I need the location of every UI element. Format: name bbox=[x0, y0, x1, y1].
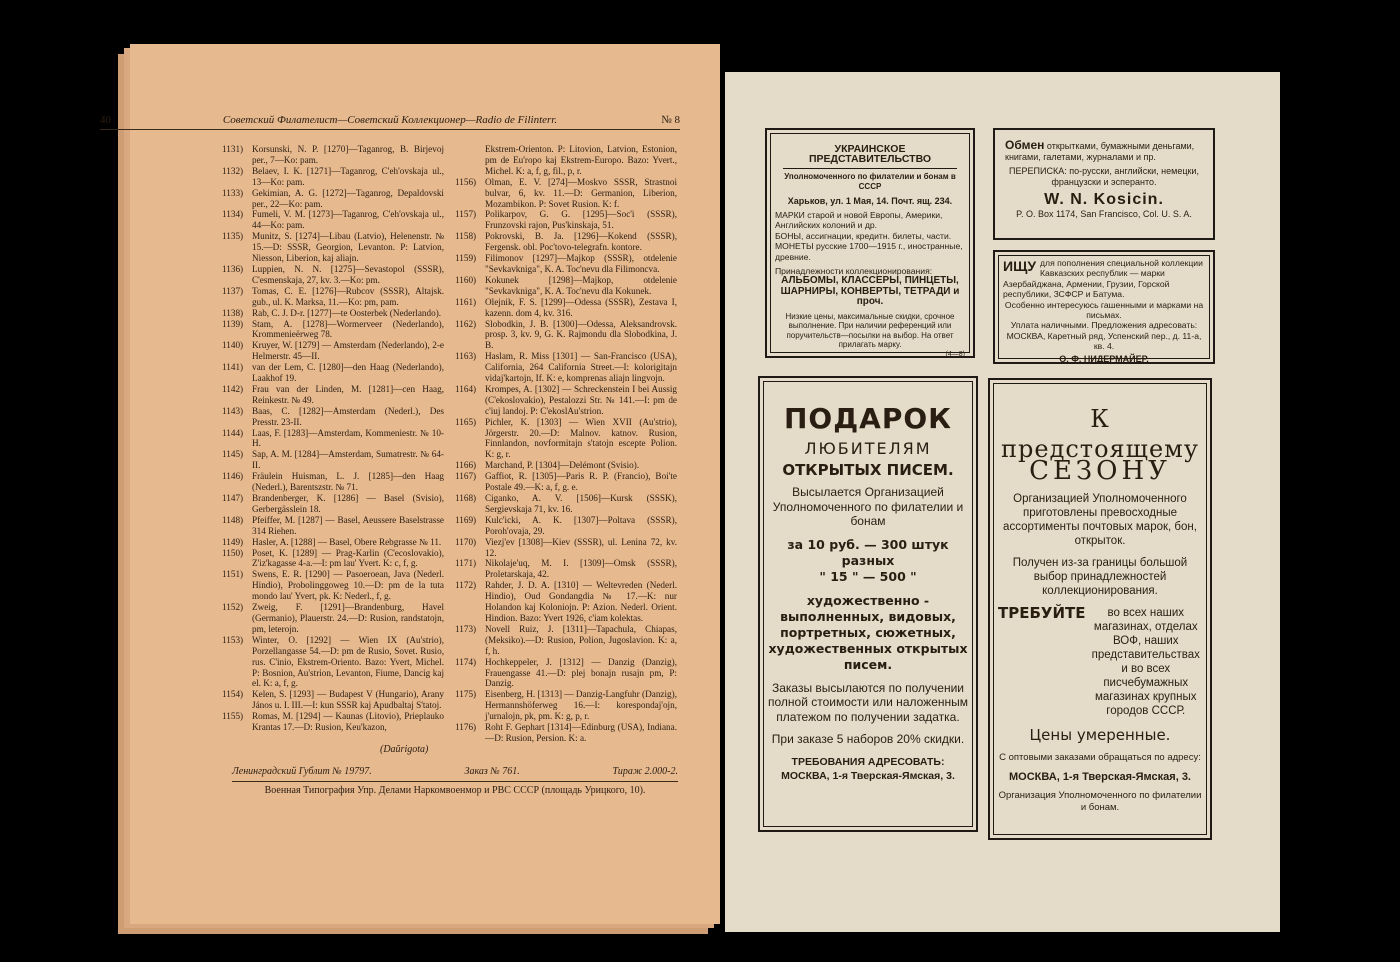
entry-text: Polikarpov, G. G. [1295]—Soc'i (SSSR), Frunzovski rajon, Pus'kinskaja, 51. bbox=[485, 209, 677, 231]
entry-number: 1147) bbox=[222, 493, 244, 503]
entry-number: 1143) bbox=[222, 405, 244, 416]
imprint bbox=[232, 766, 678, 796]
address-entry bbox=[222, 515, 444, 537]
entry-text: Kruyer, W. [1279] — Amsterdam (Nederlando), 2-e Helmerstr. 45—II. bbox=[252, 340, 444, 362]
entry-number: 1159) bbox=[455, 253, 477, 264]
entry-text: Zweig, F. [1291]—Brandenburg, Havel (Germanio), Plauerstr. 24.—D: Rusion, randstatojn, pm, leterojn. bbox=[252, 602, 444, 634]
entry-number: 1154) bbox=[222, 689, 244, 700]
entry-number: 1168) bbox=[455, 493, 477, 503]
address-entry bbox=[222, 711, 444, 733]
address-entry bbox=[455, 515, 677, 537]
entry-text: Stam, A. [1278]—Wormerveer (Nederlando), Krommenieërweg 78. bbox=[252, 318, 444, 340]
entry-text: Frau van der Linden, M. [1281]—cen Haag, Reinkestr. № 49. bbox=[252, 383, 444, 405]
address-entry bbox=[222, 166, 444, 188]
address-entry bbox=[222, 548, 444, 570]
ad-price-note: Цены умеренные. bbox=[1029, 726, 1171, 744]
entry-text: Brandenberger, K. [1286] — Basel (Svisio), Gerbergässlein 18. bbox=[252, 493, 444, 514]
entry-text: Laas, F. [1283]—Amsterdam, Kommeniestr. № 10-H. bbox=[252, 427, 444, 449]
ad-line: БОНЫ, ассигнации, кредитн. билеты, части. bbox=[775, 230, 952, 241]
entry-text: Swens, E. R. [1290] — Pasoeroean, Java (Nederl. Hindio), Probolinggoweg 10.—D: pm de la tuta mondo lau' Yvert, pk. K: Nederl., f, g. bbox=[252, 569, 444, 602]
entry-text: Munitz, S. [1274]—Libau (Latvio), Helenenstr. № 15.—D: SSSR, Georgion, Levanton. P: Latvion, Niesson, Liberion, kaj aliajn. bbox=[252, 231, 444, 264]
entry-text: Pichler, K. [1303] — Wien XVII (Au'strio), Jörgerstr. 20.—D: Malnov. katnov. Rusion, Finnlandon, novformitajn s'tatojn escepte Polion. K: g, r. bbox=[485, 416, 677, 460]
issue-number: № 8 bbox=[661, 114, 680, 126]
entry-text: Kokunek [1298]—Majkop, otdelenie "Sevkavkniga", K. A. Toc'nevu dla Kokunek. bbox=[485, 274, 677, 296]
address-entry bbox=[455, 689, 677, 722]
running-header bbox=[100, 114, 680, 130]
address-entry bbox=[455, 231, 677, 253]
entry-number: 1136) bbox=[222, 263, 244, 274]
ad-text: художественно - выполненных, видовых, портретных, сюжетных, художественных открытых писем. bbox=[768, 592, 968, 672]
address-entry bbox=[455, 580, 677, 624]
entry-number: 1138) bbox=[222, 307, 244, 318]
ad-line: МАРКИ старой и новой Европы, Америки, Английских колоний и др. bbox=[775, 210, 943, 231]
entry-number: 1166) bbox=[455, 460, 477, 471]
entry-number: 1155) bbox=[222, 711, 244, 722]
address-entry bbox=[222, 188, 444, 210]
entry-number: 1132) bbox=[222, 165, 244, 176]
ad-name: О. Ф. НИДЕРМАЙЕР. bbox=[1059, 353, 1149, 364]
entry-text: Slobodkin, J. B. [1300]—Odessa, Aleksandrovsk. prosp. 3, kv. 9, G. K. Rajmondu dla Slobodkina, J. B. bbox=[485, 318, 677, 351]
address-entry bbox=[455, 209, 677, 231]
address-entry bbox=[455, 384, 677, 417]
entry-text: Belaev, I. K. [1271]—Taganrog, C'eh'ovskaja ul., 13—Ko: pam. bbox=[252, 165, 444, 187]
address-entry bbox=[222, 362, 444, 384]
ad-address: МОСКВА, 1-я Тверская-Ямская, 3. bbox=[1008, 771, 1191, 783]
ad-subheadline: ЛЮБИТЕЛЯМ bbox=[804, 439, 932, 458]
address-entry bbox=[222, 428, 444, 450]
entry-text: Eisenberg, H. [1313] — Danzig-Langfuhr (Danzig), Hermannshöferweg 16.—I: korespondaj'ojn, j'urnalojn, pk, pm. K: g, p, r. bbox=[485, 689, 677, 722]
imprint-gublit: Ленинградский Гублит № 19797. bbox=[232, 766, 372, 777]
entry-number: 1148) bbox=[222, 514, 244, 525]
entry-text: Hochkeppeler, J. [1312] — Danzig (Danzig), Frauengasse 41.—D: plej bonajn rusajn pm, P: Danzig. bbox=[485, 656, 677, 689]
entry-number: 1172) bbox=[455, 580, 477, 591]
ad-text: во всех наших магазинах, отделах ВОФ, наших представительствах и во всех писчебумажных магазинах крупных городов СССР. bbox=[1091, 607, 1200, 717]
address-entry bbox=[455, 297, 677, 319]
address-entry bbox=[222, 384, 444, 406]
entry-text: Ekstrem-Orienton. P: Litovion, Latvion, Estonion, pm de Eu'ropo kaj Ekstrem-Europo. Bazo: Yvert., Michel. K: a, f, g, fil., p, r. bbox=[485, 144, 677, 176]
entry-number: 1149) bbox=[222, 536, 244, 547]
address-entry bbox=[222, 493, 444, 515]
entry-number: 1160) bbox=[455, 274, 477, 285]
ad-ukrainian-representation bbox=[765, 128, 975, 358]
ad-line: Низкие цены, максимальные скидки, срочное выполнение. При наличии референций или поручительств—посылки на выбор. На ответ прилагать марку. bbox=[785, 311, 955, 350]
entry-number: 1161) bbox=[455, 296, 477, 307]
entry-text: van der Lem, C. [1280]—den Haag (Nederlando), Laakhof 19. bbox=[252, 362, 444, 384]
entry-text: Tomas, C. E. [1276]—Rubcov (SSSR), Altajsk. gub., ul. K. Marksa, 11.—Ko: pm, pam. bbox=[252, 285, 444, 307]
ad-headline: К предстоящему bbox=[1001, 405, 1199, 463]
entry-text: Krompes, A. [1302] — Schreckenstein I bei Aussig (C'ekoslovakio), Pestalozzi Str. № 141.—I: pm de c'iuj landoj. P: C'ekoslAu'strion. bbox=[485, 383, 677, 416]
entry-number: 1175) bbox=[455, 689, 477, 700]
address-entry bbox=[222, 308, 444, 319]
ad-lead-word: Обмен bbox=[1005, 138, 1045, 152]
entry-number: 1167) bbox=[455, 471, 477, 482]
entry-number: 1146) bbox=[222, 471, 244, 482]
continued-note: (Daŭrigota) bbox=[380, 744, 429, 755]
ad-text: При заказе 5 наборов 20% скидки. bbox=[771, 732, 965, 746]
ad-gift-postcards bbox=[758, 376, 978, 832]
entry-number: 1170) bbox=[455, 536, 477, 547]
entry-text: Olman, E. V. [274]—Moskvo SSSR, Strastnoi bulvar, 6, kv. 11.—D: Germanion, Liberion, Mozambikon. P: Sovet Rusion. K: f. bbox=[485, 176, 677, 209]
ad-kosicin bbox=[993, 128, 1215, 240]
entry-number: 1151) bbox=[222, 569, 244, 580]
address-entry bbox=[222, 689, 444, 711]
address-entry bbox=[455, 177, 677, 210]
ad-line: открытками, бумажными деньгами, книгами, галетами, журналами и пр. bbox=[1005, 141, 1195, 162]
entry-text: Nikolaje'uq, M. I. [1309]—Omsk (SSSR), Proletarskaja, 42. bbox=[485, 558, 677, 580]
address-entry bbox=[455, 144, 677, 177]
entry-text: Baas, C. [1282]—Amsterdam (Nederl.), Des Presstr. 23-II. bbox=[252, 405, 444, 427]
entry-number: 1169) bbox=[455, 514, 477, 525]
entry-text: Olejnik, F. S. [1299]—Odessa (SSSR), Zestava I, kazenn. dom 4, kv. 316. bbox=[485, 296, 677, 318]
entry-number: 1171) bbox=[455, 558, 477, 569]
ad-line: МОНЕТЫ русские 1700—1915 г., иностранные, древние. bbox=[775, 241, 963, 262]
entry-number: 1131) bbox=[222, 144, 244, 154]
address-entry bbox=[222, 635, 444, 690]
ad-request bbox=[998, 606, 1202, 718]
address-entry bbox=[222, 264, 444, 286]
ad-name: W. N. Kosicin. bbox=[1044, 191, 1164, 208]
ad-text: Заказы высылаются по получении полной стоимости или наложенным платежом по получении задатка. bbox=[768, 680, 968, 724]
ad-lead-word: ИЩУ bbox=[1003, 258, 1037, 274]
entry-text: Gaffiot, R. [1305]—Paris R. P. (Francio), Boi'te Postale 49.—K: a, f, g. e. bbox=[485, 471, 677, 493]
ad-address: Харьков, ул. 1 Мая, 14. Почт. ящ. 234. bbox=[787, 195, 953, 206]
ad-address: P. O. Box 1174, San Francisco, Col. U. S. A. bbox=[1016, 209, 1192, 219]
entry-text: Fumeli, V. M. [1273]—Taganrog, C'eh'ovskaja ul., 44—Ko: pam. bbox=[252, 209, 444, 231]
entry-number: 1174) bbox=[455, 656, 477, 667]
address-entry bbox=[222, 449, 444, 471]
entry-number: 1133) bbox=[222, 187, 244, 198]
entry-text: Filimonov [1297]—Majkop (SSSR), otdelenie "Sevkavkniga", K. A. Toc'nevu dla Filimoncva. bbox=[485, 253, 677, 274]
address-entry bbox=[455, 537, 677, 559]
entry-text: Marchand, P. [1304]—Delémont (Svisio). bbox=[485, 460, 640, 471]
ad-text: Высылается Организацией Уполномоченного по филателии и бонам bbox=[772, 485, 964, 528]
entry-number: 1145) bbox=[222, 449, 244, 460]
ad-line: Принадлежности коллекционирования: bbox=[775, 266, 933, 277]
ad-headline: ПОДАРОК bbox=[783, 402, 953, 435]
entry-text: Rab, C. J. D-r. [1277]—te Oosterbek (Nederlando). bbox=[252, 307, 442, 318]
imprint-order: Заказ № 761. bbox=[464, 766, 520, 777]
entry-number: 1176) bbox=[455, 722, 477, 733]
entry-number: 1142) bbox=[222, 383, 244, 394]
ad-title: УКРАИНСКОЕ ПРЕДСТАВИТЕЛЬСТВО bbox=[783, 144, 957, 169]
entry-text: Hasler, A. [1288] — Basel, Obere Rebgrasse № 11. bbox=[252, 536, 442, 547]
address-entry bbox=[222, 569, 444, 602]
address-entry bbox=[455, 624, 677, 657]
ad-text: Организация Уполномоченного по филателии и бонам. bbox=[998, 790, 1202, 813]
entry-text: Sap, A. M. [1284]—Amsterdam, Sumatrestr. № 64-II. bbox=[252, 449, 444, 471]
ad-text: С оптовыми заказами обращаться по адресу: bbox=[999, 752, 1201, 763]
address-entry bbox=[222, 286, 444, 308]
entry-number: 1173) bbox=[455, 623, 477, 634]
entry-number: 1157) bbox=[455, 209, 477, 220]
ad-address: МОСКВА, 1-я Тверская-Ямская, 3. bbox=[781, 770, 955, 782]
entry-text: Rahder, J. D. A. [1310] — Weltevreden (Nederl. Hindio), Oud Gondangdia № 17.—K: nur Holandon kaj Koloniojn. P: Azion. Nederl. Orient. Hindion. Bazo: Yvert 1926, c'iam kolektas. bbox=[485, 580, 677, 623]
entry-number: 1153) bbox=[222, 634, 244, 645]
ad-code: (4—8) bbox=[945, 351, 965, 359]
entry-number: 1152) bbox=[222, 602, 244, 613]
entry-number: 1158) bbox=[455, 231, 477, 242]
entry-text: Novell Ruiz, J. [1311]—Tapachula, Chiapas, (Meksiko).—D: Rusion, Polion, Jugoslavion. K: a, f, h. bbox=[485, 623, 677, 656]
entry-number: 1164) bbox=[455, 383, 477, 394]
address-entry bbox=[222, 340, 444, 362]
address-entry bbox=[222, 602, 444, 635]
address-entry bbox=[455, 351, 677, 384]
entry-text: Luppien, N. N. [1275]—Sevastopol (SSSR), C'esmenskaja, 27, kv. 3.—Ko: pm. bbox=[252, 263, 444, 285]
address-entry bbox=[455, 493, 677, 515]
address-entry bbox=[222, 471, 444, 493]
entry-text: Korsunski, N. P. [1270]—Taganrog, B. Birjevoj per., 7—Ko: pam. bbox=[252, 144, 444, 165]
imprint-print-run: Тираж 2.000-2. bbox=[612, 766, 678, 777]
ad-niedermayer bbox=[993, 250, 1215, 364]
entry-number: 1137) bbox=[222, 285, 244, 296]
imprint-printer: Военная Типография Упр. Делами Наркомвоенмор и РВС СССР (площадь Урицкого, 10). bbox=[232, 781, 678, 796]
ad-line: Особенно интересуюсь гашенными и марками на письмах. bbox=[1004, 299, 1204, 321]
ad-price-line: за 10 руб. — 300 штук разных bbox=[787, 536, 949, 568]
entry-number: 1150) bbox=[222, 547, 244, 558]
ad-upcoming-season bbox=[988, 378, 1212, 840]
address-entry bbox=[455, 722, 677, 744]
page-number: 40 bbox=[100, 114, 111, 126]
ad-headline: СЕЗОНУ bbox=[1029, 456, 1171, 486]
ad-text: Получен из-за границы большой выбор принадлежностей коллекционирования. bbox=[1012, 557, 1188, 597]
entry-number: 1156) bbox=[455, 176, 477, 187]
entry-number: 1144) bbox=[222, 427, 244, 438]
address-column-left bbox=[222, 144, 444, 733]
address-entry bbox=[222, 209, 444, 231]
entry-text: Haslam, R. Miss [1301] — San-Francisco (USA), California, 264 California Street.—I: kolorigitajn vidaj'kartojn, If. K: e, komprenas aliajn lingvojn. bbox=[485, 351, 677, 384]
entry-text: Kulc'icki, A. K. [1307]—Poltava (SSSR), Poroh'ovaja, 29. bbox=[485, 514, 677, 536]
entry-number: 1141) bbox=[222, 362, 244, 373]
entry-text: Kelen, S. [1293] — Budapest V (Hungario), Arany János u. I. III.—I: kun SSSR kaj Apudbaltaj S'tatoj. bbox=[252, 689, 444, 711]
entry-text: Poset, K. [1289] — Prag-Karlin (C'ecoslovakio), Z'iz'kagasse 4-a.—I: pm lau' Yvert. K: c, f, g. bbox=[252, 547, 444, 569]
address-entry bbox=[222, 144, 444, 166]
ad-subheadline: ОТКРЫТЫХ ПИСЕМ. bbox=[782, 460, 954, 479]
address-entry bbox=[455, 471, 677, 493]
entry-number: 1134) bbox=[222, 209, 244, 220]
entry-text: Gekimian, A. G. [1272]—Taganrog, Depaldovski per., 22—Ko: pam. bbox=[252, 187, 444, 209]
entry-text: Pokrovski, B. Ja. [1296]—Kokend (SSSR), Fergensk. obl. Poc'tovo-telegrafn. kontore. bbox=[485, 231, 677, 253]
address-entry bbox=[222, 537, 444, 548]
entry-text: Pfeiffer, M. [1287] — Basel, Aeussere Baselstrasse 314 Riehen. bbox=[252, 514, 444, 536]
entry-number: 1135) bbox=[222, 231, 244, 242]
entry-number: 1162) bbox=[455, 318, 477, 329]
address-entry bbox=[222, 319, 444, 341]
journal-title: Советский Филателист—Советский Коллекционер—Radio de Filinterr. bbox=[222, 114, 558, 126]
address-column-right bbox=[455, 144, 677, 744]
entry-number: 1163) bbox=[455, 351, 477, 362]
ad-text: Организацией Уполномоченного приготовлены превосходные ассортименты почтовых марок, бон, открыток. bbox=[1003, 493, 1197, 547]
address-entry bbox=[455, 558, 677, 580]
address-entry bbox=[222, 231, 444, 264]
address-entry bbox=[222, 406, 444, 428]
address-entry bbox=[455, 253, 677, 275]
ad-line: АЛЬБОМЫ, КЛАССЕРЫ, ПИНЦЕТЫ, ШАРНИРЫ, КОНВЕРТЫ, ТЕТРАДИ и проч. bbox=[780, 275, 960, 308]
entry-text: Winter, O. [1292] — Wien IX (Au'strio), Porzellangasse 54.—D: pm de Rusio, Sovet. Rusio, rus. C'inio, Ekstrem-Oriento. Bazo: Yvert, Michel. P: Bosnion, Au'strion, Levanton, Fiume, Dancig kaj el. K: a, f, g. bbox=[252, 634, 444, 689]
entry-number: 1140) bbox=[222, 340, 244, 351]
ad-price-line: " 15 " — 500 " bbox=[819, 568, 917, 584]
ad-lead-word: ТРЕБУЙТЕ bbox=[998, 604, 1086, 622]
entry-text: Ciganko, A. V. [1506]—Kursk (SSSK), Sergievskaja 71, kv. 16. bbox=[485, 493, 677, 514]
entry-text: Fräulein Huisman, L. J. [1285]—den Haag (Nederl.), Barentszstr. № 71. bbox=[252, 471, 444, 493]
address-entry bbox=[455, 275, 677, 297]
address-entry bbox=[455, 657, 677, 690]
address-entry bbox=[455, 319, 677, 352]
ad-line: ПЕРЕПИСКА: по-русски, английски, немецки, французски и эсперанто. bbox=[1009, 166, 1199, 187]
entry-text: Roht F. Gephart [1314]—Edinburg (USA), Indiana.—D: Rusion, Persion. K: a. bbox=[485, 722, 677, 743]
ad-line: для пополнения специальной коллекции Кавказских республик — марки Азербайджана, Армении, Грузии, Горской республики, ЗСФСР и Батума. bbox=[1003, 258, 1203, 300]
ad-address-label: ТРЕБОВАНИЯ АДРЕСОВАТЬ: bbox=[791, 755, 945, 768]
ad-subtitle: Уполномоченного по филателии и бонам в СССР bbox=[784, 171, 956, 192]
entry-text: Romas, M. [1294] — Kaunas (Litovio), Prieplauko Krantas 17.—D: Rusion, Keu'kazon, bbox=[252, 711, 444, 733]
entry-number: 1165) bbox=[455, 416, 477, 427]
entry-number bbox=[455, 144, 485, 177]
entry-text: Viezj'ev [1308]—Kiev (SSSR), ul. Lenina 72, kv. 12. bbox=[485, 536, 677, 558]
ad-line: Уплата наличными. Предложения адресовать: МОСКВА, Каретный ряд, Успенский пер., д. 11-а, кв. 4. bbox=[1006, 320, 1202, 352]
address-entry bbox=[455, 460, 677, 471]
entry-number: 1139) bbox=[222, 318, 244, 329]
address-entry bbox=[455, 417, 677, 461]
